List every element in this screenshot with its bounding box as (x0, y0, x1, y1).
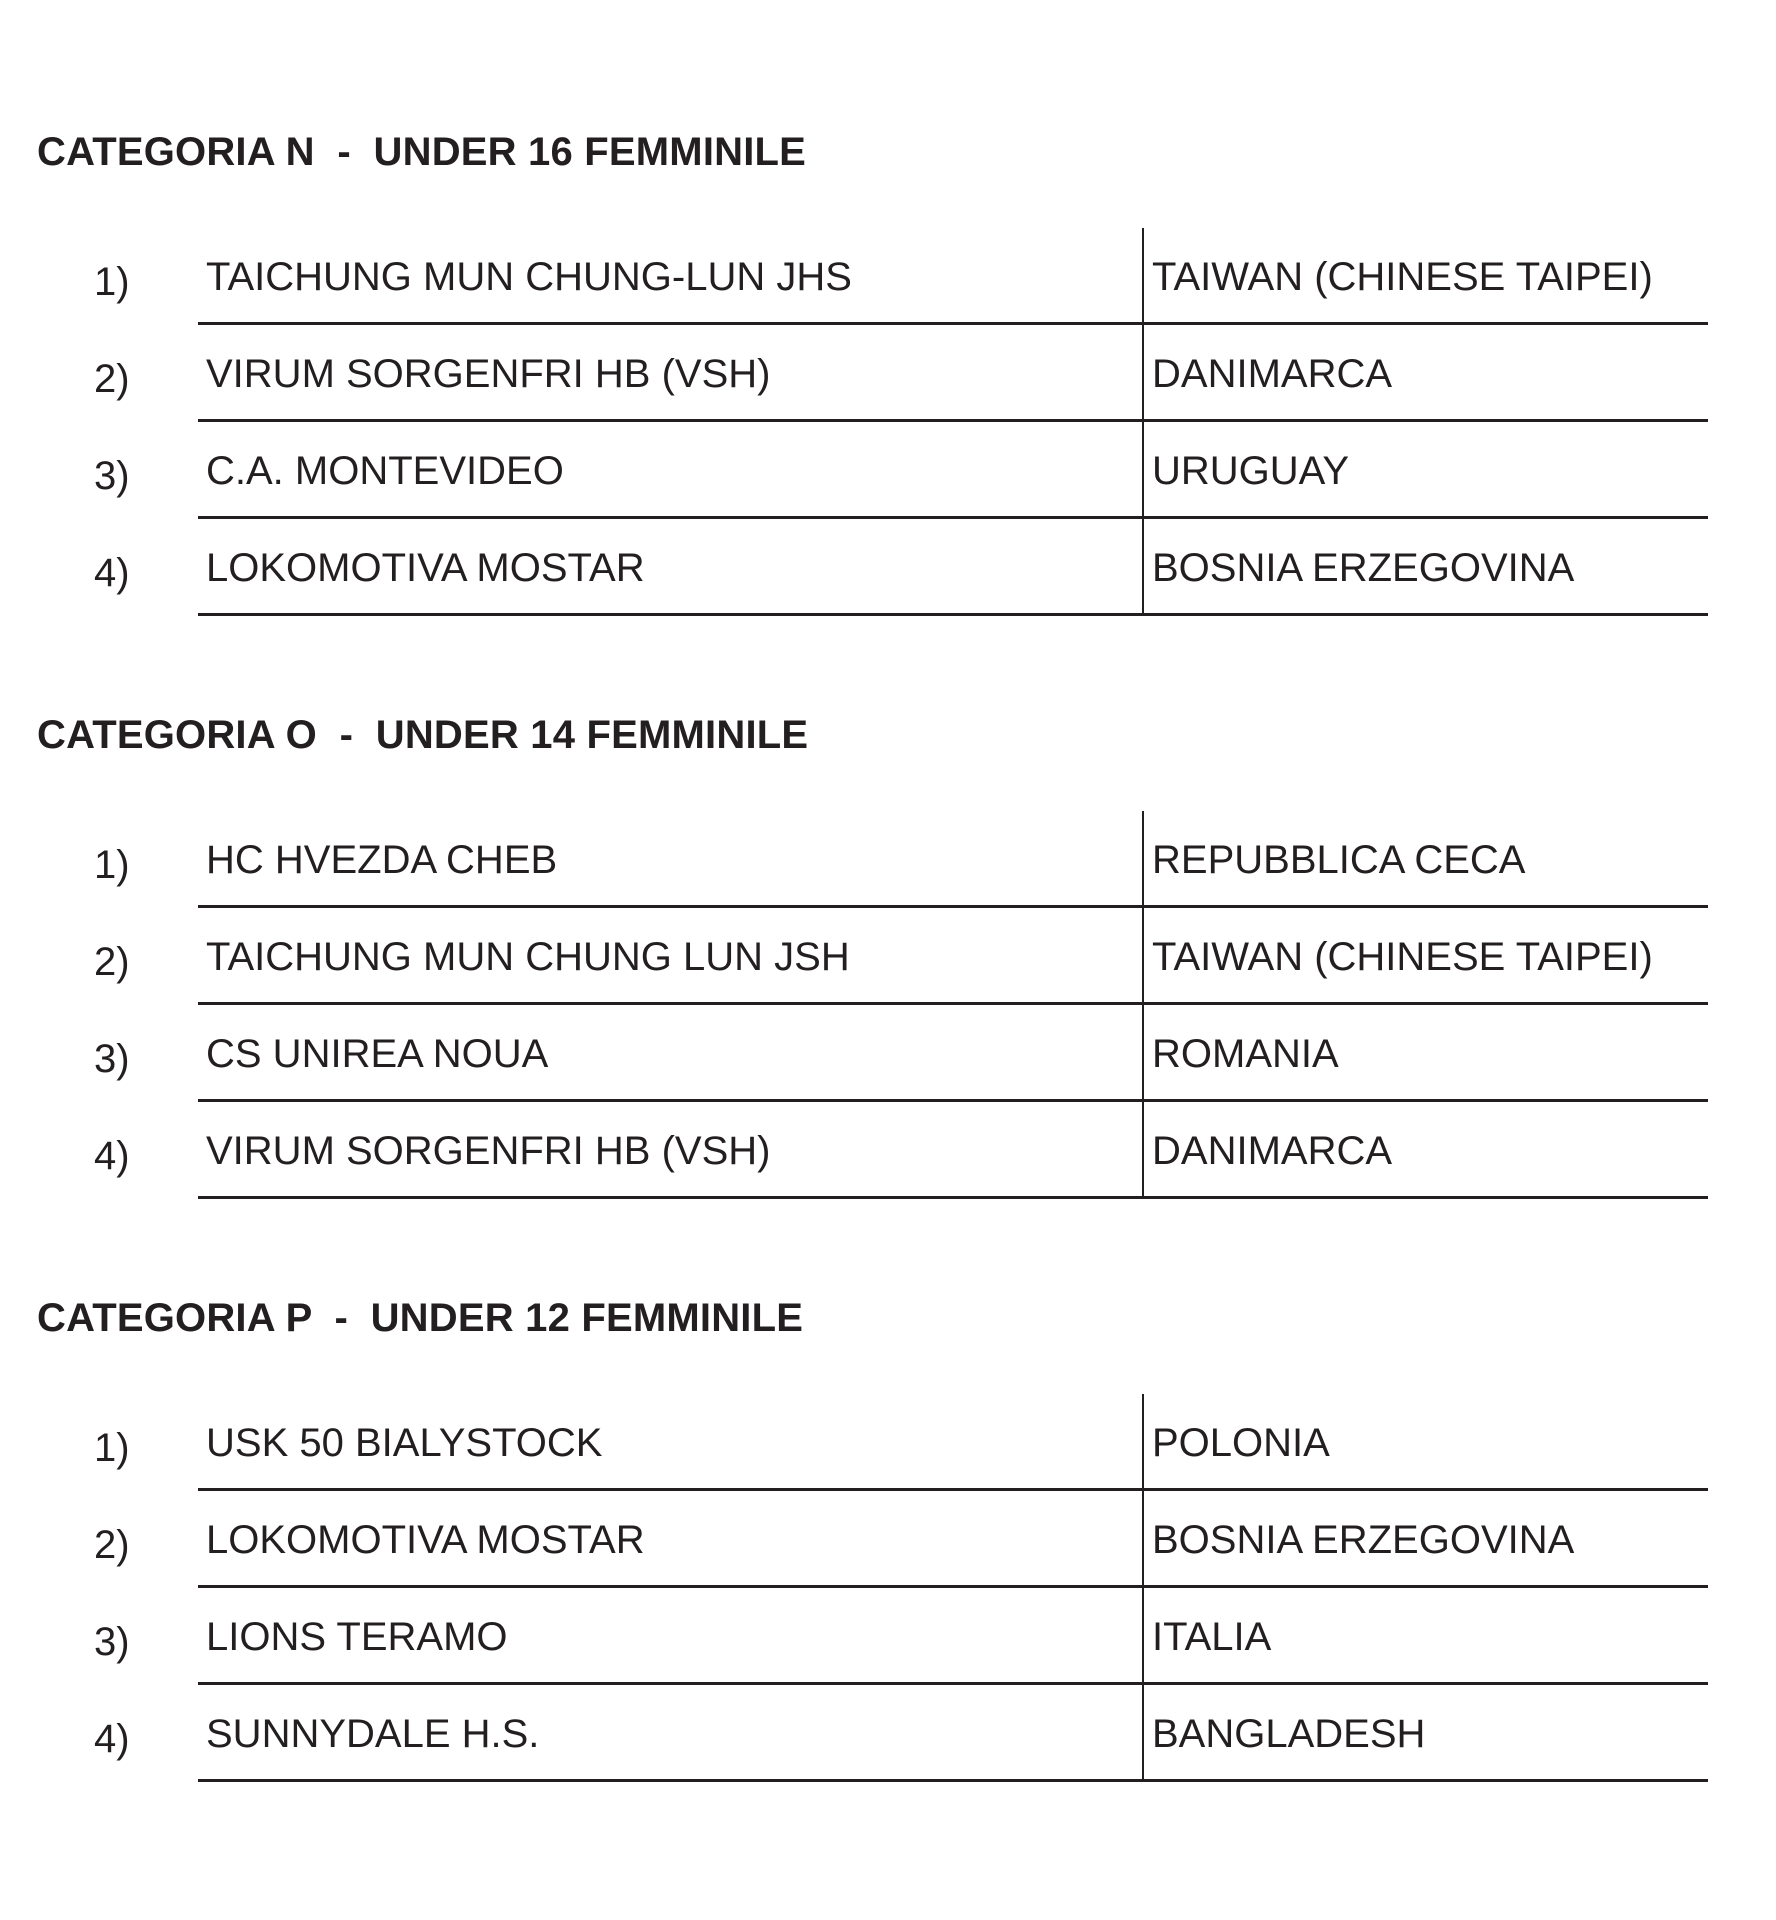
table-row (0, 1102, 1776, 1199)
row-divider (198, 1196, 1708, 1199)
rank: 1) (94, 260, 130, 304)
ranking-table (0, 228, 1776, 616)
row-divider (198, 613, 1708, 616)
rank: 2) (94, 940, 130, 984)
team-name: VIRUM SORGENFRI HB (VSH) (206, 1129, 771, 1173)
rank: 3) (94, 1620, 130, 1664)
country-name: BANGLADESH (1152, 1712, 1426, 1756)
table-row (0, 1685, 1776, 1782)
country-name: DANIMARCA (1152, 1129, 1393, 1173)
team-name: USK 50 BIALYSTOCK (206, 1421, 603, 1465)
team-name: C.A. MONTEVIDEO (206, 449, 564, 493)
ranking-table (0, 1394, 1776, 1782)
country-name: TAIWAN (CHINESE TAIPEI) (1152, 255, 1653, 299)
ranking-table (0, 811, 1776, 1199)
row-divider (198, 1779, 1708, 1782)
rank: 3) (94, 454, 130, 498)
rank: 3) (94, 1037, 130, 1081)
table-row (0, 1491, 1776, 1588)
rank: 4) (94, 1134, 130, 1178)
rank: 1) (94, 1426, 130, 1470)
team-name: CS UNIREA NOUA (206, 1032, 549, 1076)
team-name: LIONS TERAMO (206, 1615, 508, 1659)
country-name: REPUBBLICA CECA (1152, 838, 1526, 882)
country-name: BOSNIA ERZEGOVINA (1152, 546, 1575, 590)
team-name: VIRUM SORGENFRI HB (VSH) (206, 352, 771, 396)
rank: 2) (94, 357, 130, 401)
table-row (0, 325, 1776, 422)
table-row (0, 422, 1776, 519)
team-name: LOKOMOTIVA MOSTAR (206, 546, 645, 590)
category-title: CATEGORIA N - UNDER 16 FEMMINILE (37, 130, 807, 174)
category-title: CATEGORIA P - UNDER 12 FEMMINILE (37, 1296, 804, 1340)
table-row (0, 519, 1776, 616)
table-row (0, 1588, 1776, 1685)
country-name: ROMANIA (1152, 1032, 1339, 1076)
rank: 4) (94, 1717, 130, 1761)
rank: 4) (94, 551, 130, 595)
team-name: TAICHUNG MUN CHUNG-LUN JHS (206, 255, 852, 299)
country-name: TAIWAN (CHINESE TAIPEI) (1152, 935, 1653, 979)
table-row (0, 1394, 1776, 1491)
team-name: HC HVEZDA CHEB (206, 838, 558, 882)
table-row (0, 1005, 1776, 1102)
country-name: BOSNIA ERZEGOVINA (1152, 1518, 1575, 1562)
table-row (0, 228, 1776, 325)
team-name: SUNNYDALE H.S. (206, 1712, 540, 1756)
table-row (0, 908, 1776, 1005)
rank: 1) (94, 843, 130, 887)
country-name: DANIMARCA (1152, 352, 1393, 396)
rank: 2) (94, 1523, 130, 1567)
country-name: POLONIA (1152, 1421, 1330, 1465)
table-row (0, 811, 1776, 908)
team-name: LOKOMOTIVA MOSTAR (206, 1518, 645, 1562)
category-title: CATEGORIA O - UNDER 14 FEMMINILE (37, 713, 809, 757)
team-name: TAICHUNG MUN CHUNG LUN JSH (206, 935, 850, 979)
country-name: ITALIA (1152, 1615, 1272, 1659)
country-name: URUGUAY (1152, 449, 1350, 493)
